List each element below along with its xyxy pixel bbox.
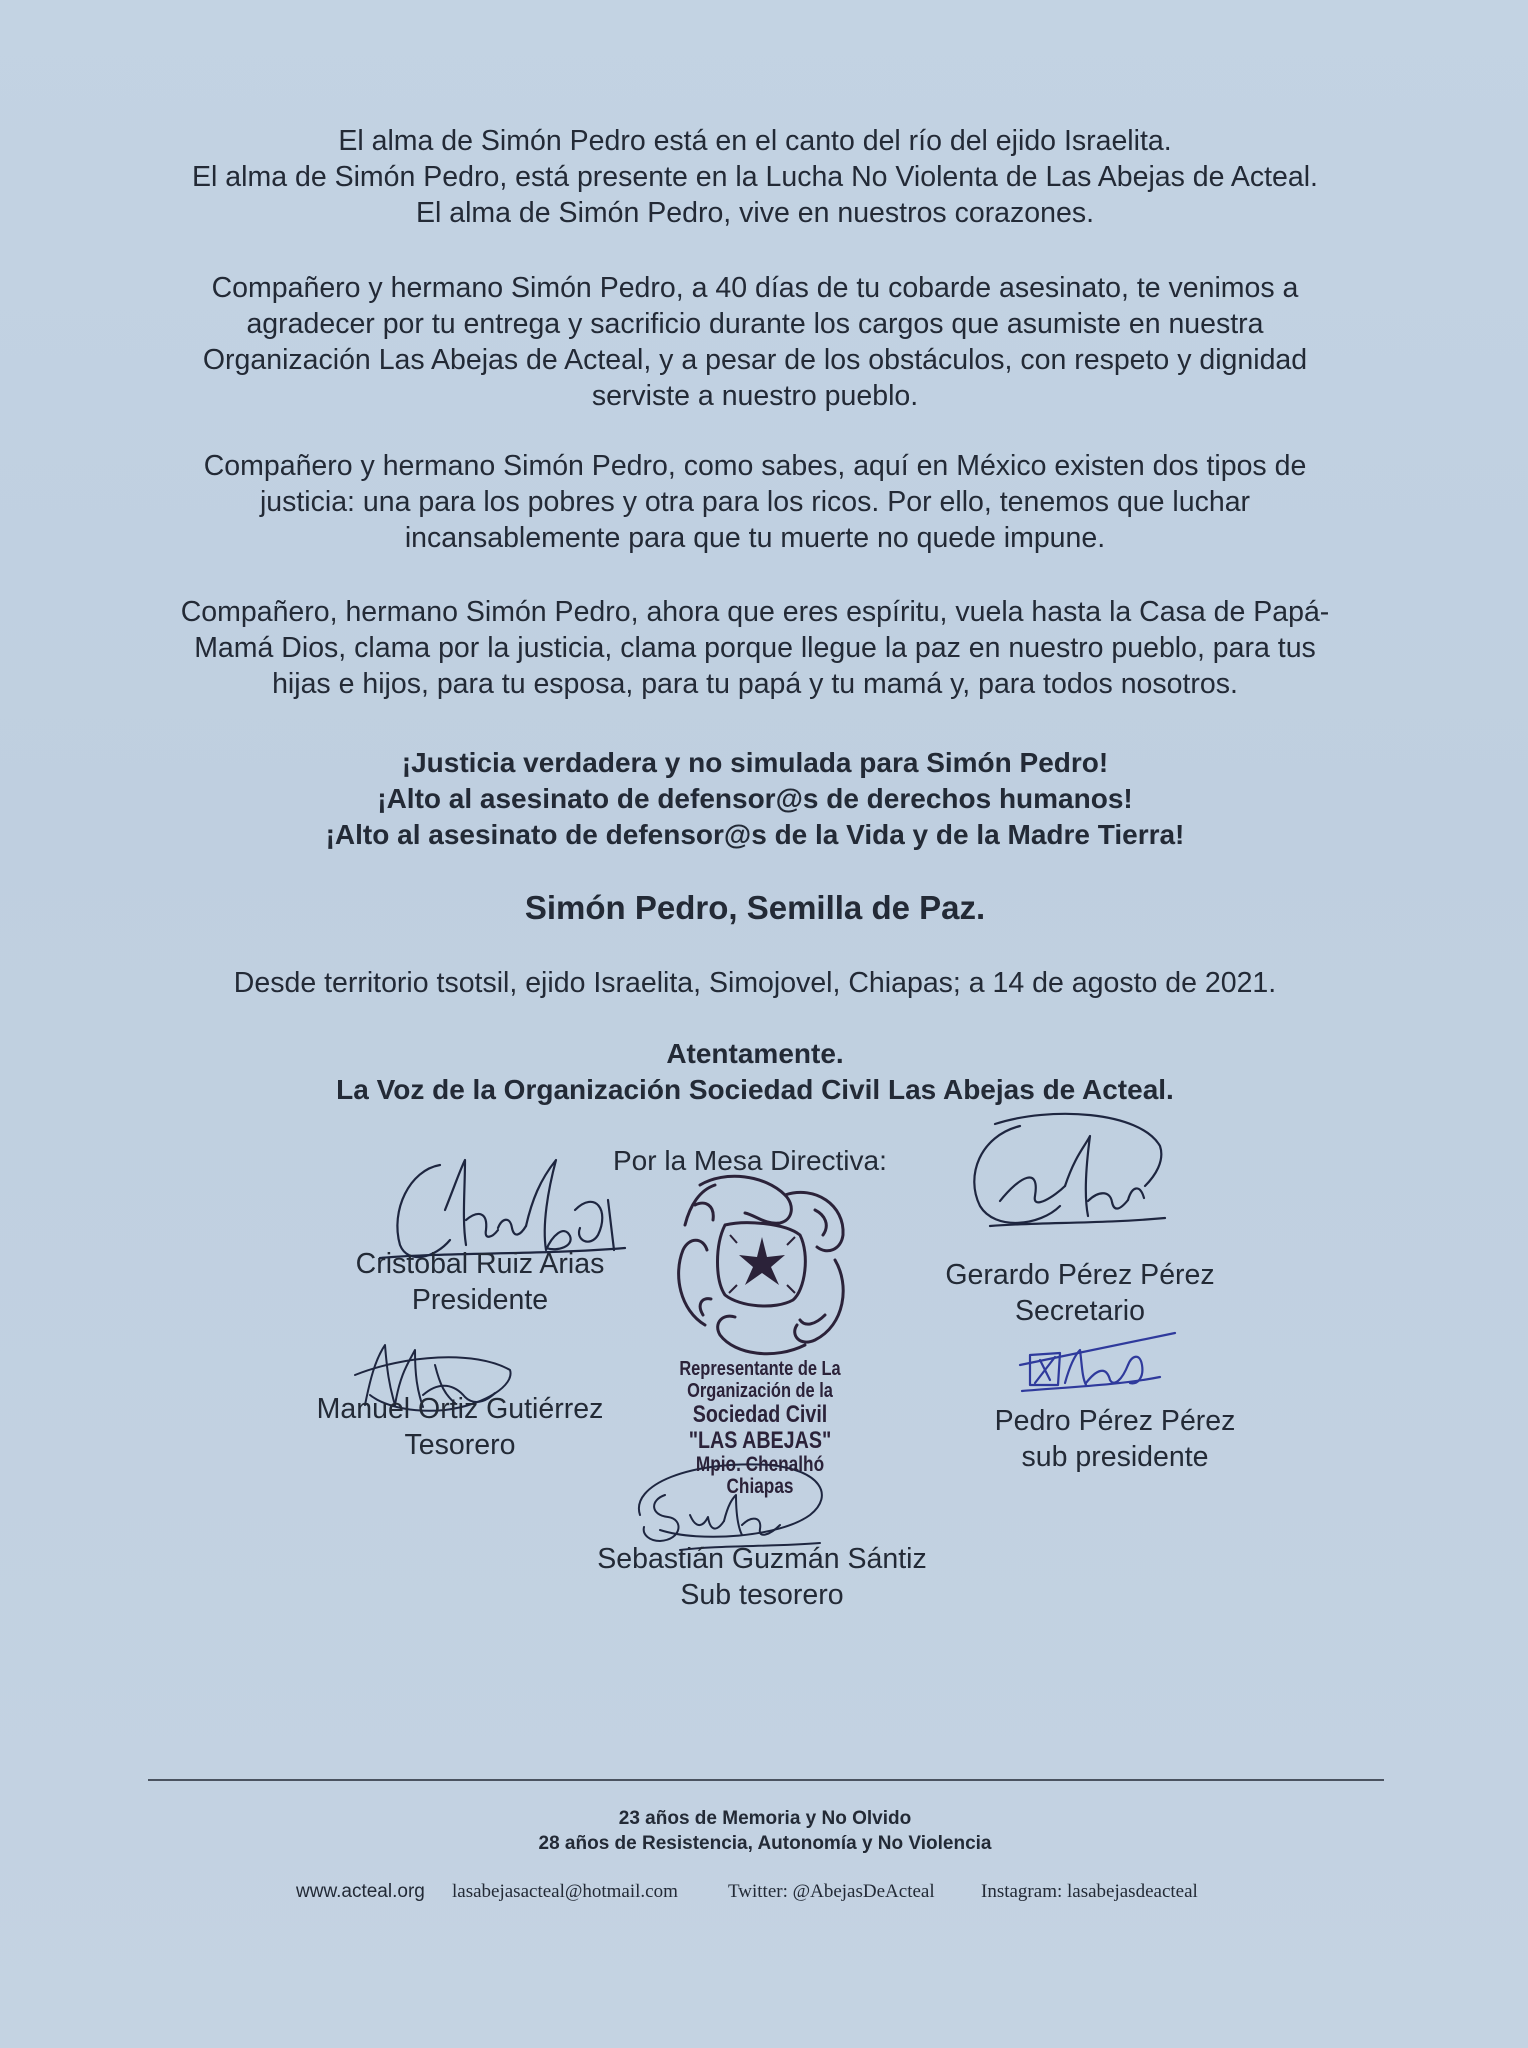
signer-presidente (310, 1246, 650, 1318)
seal-line: Organización de la (687, 1380, 833, 1402)
text-line: El alma de Simón Pedro, vive en nuestros corazones. (415, 197, 1095, 229)
signer-name: Sebastián Guzmán Sántiz (597, 1543, 927, 1575)
signer-role: sub presidente (1021, 1441, 1209, 1473)
text-line: hijas e hijos, para tu esposa, para tu papá y tu mamá y, para todos nosotros. (272, 668, 1238, 700)
seal-line: Mpio. Chenalhó (695, 1453, 825, 1476)
signer-sub-tesorero (582, 1541, 942, 1613)
instagram-handle[interactable]: Instagram: lasabejasdeacteal (981, 1881, 1198, 1902)
signer-name: Manuel Ortiz Gutiérrez (316, 1393, 604, 1425)
text-line: Compañero y hermano Simón Pedro, a 40 días de tu cobarde asesinato, te venimos a (211, 272, 1299, 304)
text-line: El alma de Simón Pedro está en el canto del río del ejido Israelita. (338, 125, 1172, 157)
text-line: Compañero y hermano Simón Pedro, como sabes, aquí en México existen dos tipos de (203, 450, 1307, 482)
slogan: ¡Alto al asesinato de defensor@s de la Vida y de la Madre Tierra! (325, 819, 1185, 850)
seal-line: Chiapas (726, 1475, 794, 1498)
seal-line: "LAS ABEJAS" (688, 1427, 832, 1454)
signer-role: Tesorero (404, 1429, 516, 1461)
place-date: Desde territorio tsotsil, ejido Israelita, Simojovel, Chiapas; a 14 de agosto de 2021. (233, 967, 1277, 999)
text-line: incansablemente para que tu muerte no quede impune. (404, 522, 1106, 554)
slogan: ¡Alto al asesinato de defensor@s de derechos humanos! (377, 783, 1133, 814)
signatures-label: Por la Mesa Directiva: (613, 1145, 887, 1176)
footer-tagline: 28 años de Resistencia, Autonomía y No Violencia (538, 1833, 992, 1854)
signer-name: Gerardo Pérez Pérez (945, 1259, 1215, 1291)
organization-seal-text (662, 1358, 859, 1498)
signature-gerardo (960, 1106, 1175, 1246)
closing-salutation: Atentamente. (666, 1038, 844, 1069)
seal-line: Sociedad Civil (692, 1401, 828, 1428)
slogans (130, 745, 1380, 853)
twitter-handle[interactable]: Twitter: @AbejasDeActeal (728, 1881, 935, 1902)
paragraph-soul (130, 123, 1380, 231)
signer-name: Cristobal Ruiz Arias (355, 1248, 605, 1280)
text-line: Compañero, hermano Simón Pedro, ahora que eres espíritu, vuela hasta la Casa de Papá- (180, 596, 1330, 628)
text-line: Mamá Dios, clama por la justicia, clama porque llegue la paz en nuestro pueblo, para tus (194, 632, 1316, 664)
slogan: ¡Justicia verdadera y no simulada para Simón Pedro! (401, 747, 1109, 778)
closing-block (130, 1036, 1380, 1108)
signer-secretario (910, 1257, 1250, 1329)
seal-line: Representante de La (679, 1358, 841, 1380)
signer-role: Secretario (1015, 1295, 1145, 1327)
footer-tagline: 23 años de Memoria y No Olvido (618, 1808, 912, 1829)
footer-taglines (200, 1806, 1330, 1856)
signature-pedro (1010, 1325, 1180, 1405)
text-line: justicia: una para los pobres y otra para los ricos. Por ello, tenemos que luchar (259, 486, 1251, 518)
paragraph-gratitude (130, 270, 1380, 414)
organization-seal-emblem (665, 1165, 855, 1360)
signer-name: Pedro Pérez Pérez (994, 1405, 1236, 1437)
sender-organization: La Voz de la Organización Sociedad Civil Las Abejas de Acteal. (336, 1074, 1174, 1105)
paragraph-justice (130, 448, 1380, 556)
signer-sub-presidente (945, 1403, 1285, 1475)
email-link[interactable]: lasabejasacteal@hotmail.com (452, 1881, 678, 1902)
signer-role: Sub tesorero (680, 1579, 844, 1611)
text-line: El alma de Simón Pedro, está presente en la Lucha No Violenta de Las Abejas de Acteal. (192, 161, 1318, 193)
motto: Simón Pedro, Semilla de Paz. (524, 889, 986, 926)
paragraph-spirit (130, 594, 1380, 702)
footer-divider (148, 1779, 1384, 1781)
text-line: agradecer por tu entrega y sacrificio durante los cargos que asumiste en nuestra (246, 308, 1264, 340)
text-line: Organización Las Abejas de Acteal, y a pesar de los obstáculos, con respeto y dignidad (202, 344, 1308, 376)
text-line: serviste a nuestro pueblo. (591, 380, 919, 412)
signer-tesorero (290, 1391, 630, 1463)
signer-role: Presidente (411, 1284, 549, 1316)
website-link[interactable]: www.acteal.org (296, 1881, 425, 1902)
